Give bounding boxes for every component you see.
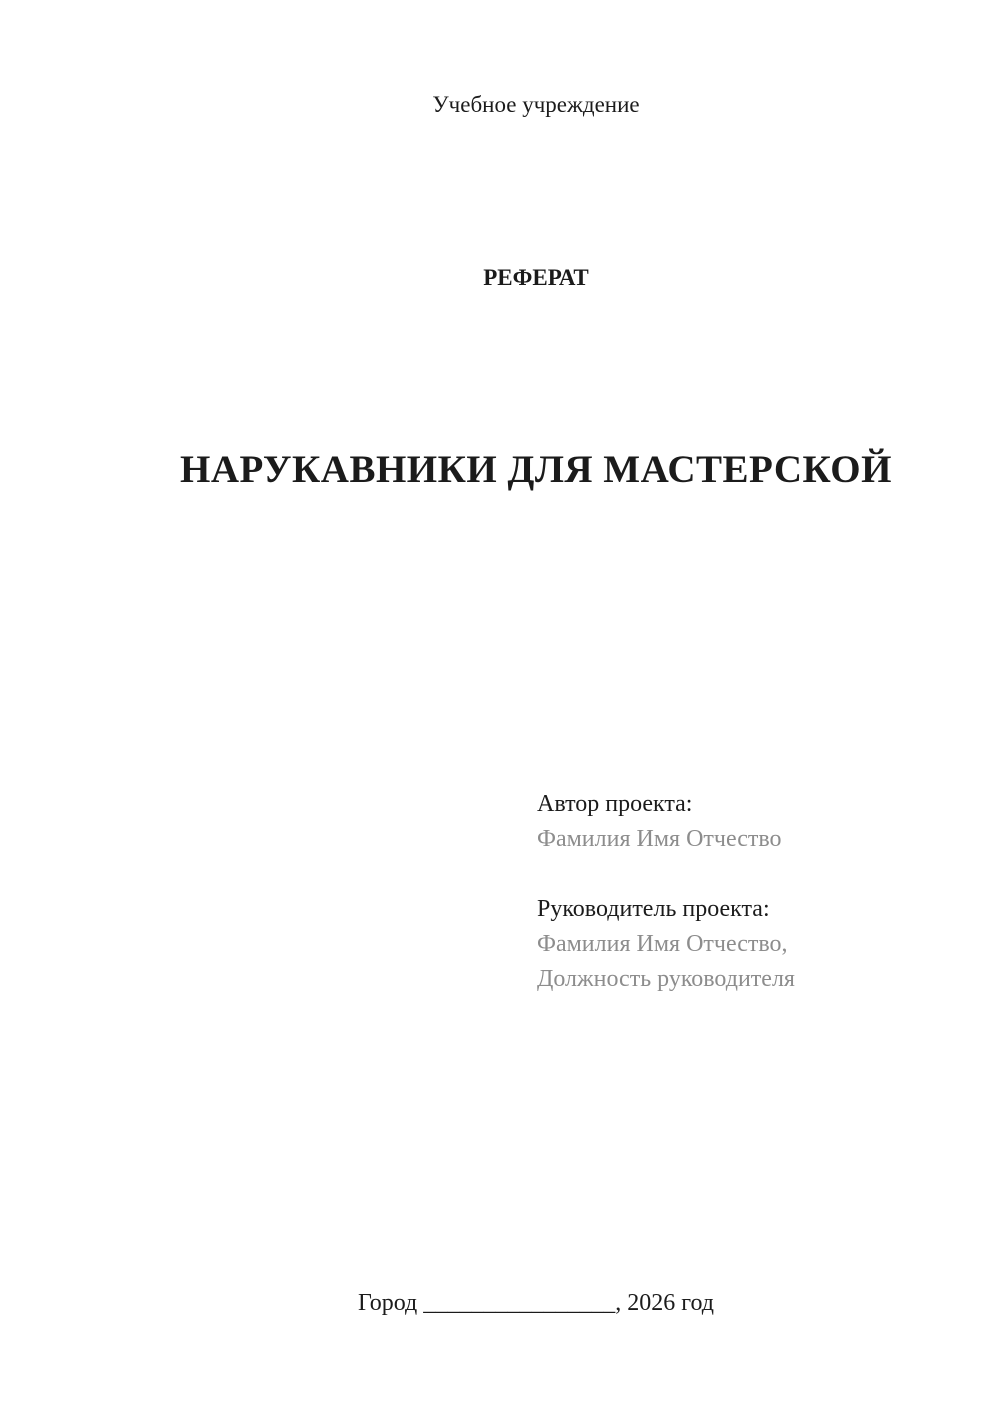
author-name-placeholder: Фамилия Имя Отчество	[537, 826, 782, 852]
institution-name: Учебное учреждение	[432, 92, 640, 117]
document-title: НАРУКАВНИКИ ДЛЯ МАСТЕРСКОЙ	[180, 448, 892, 491]
supervisor-label: Руководитель проекта:	[537, 896, 770, 922]
document-type-heading: РЕФЕРАТ	[483, 265, 589, 290]
author-label: Автор проекта:	[537, 791, 693, 817]
supervisor-name-placeholder: Фамилия Имя Отчество,	[537, 931, 788, 957]
supervisor-position-placeholder: Должность руководителя	[537, 966, 795, 992]
credits-spacer	[537, 857, 795, 892]
city-year-line: Город ________________, 2026 год	[357, 1290, 715, 1316]
credits-block	[537, 787, 795, 997]
